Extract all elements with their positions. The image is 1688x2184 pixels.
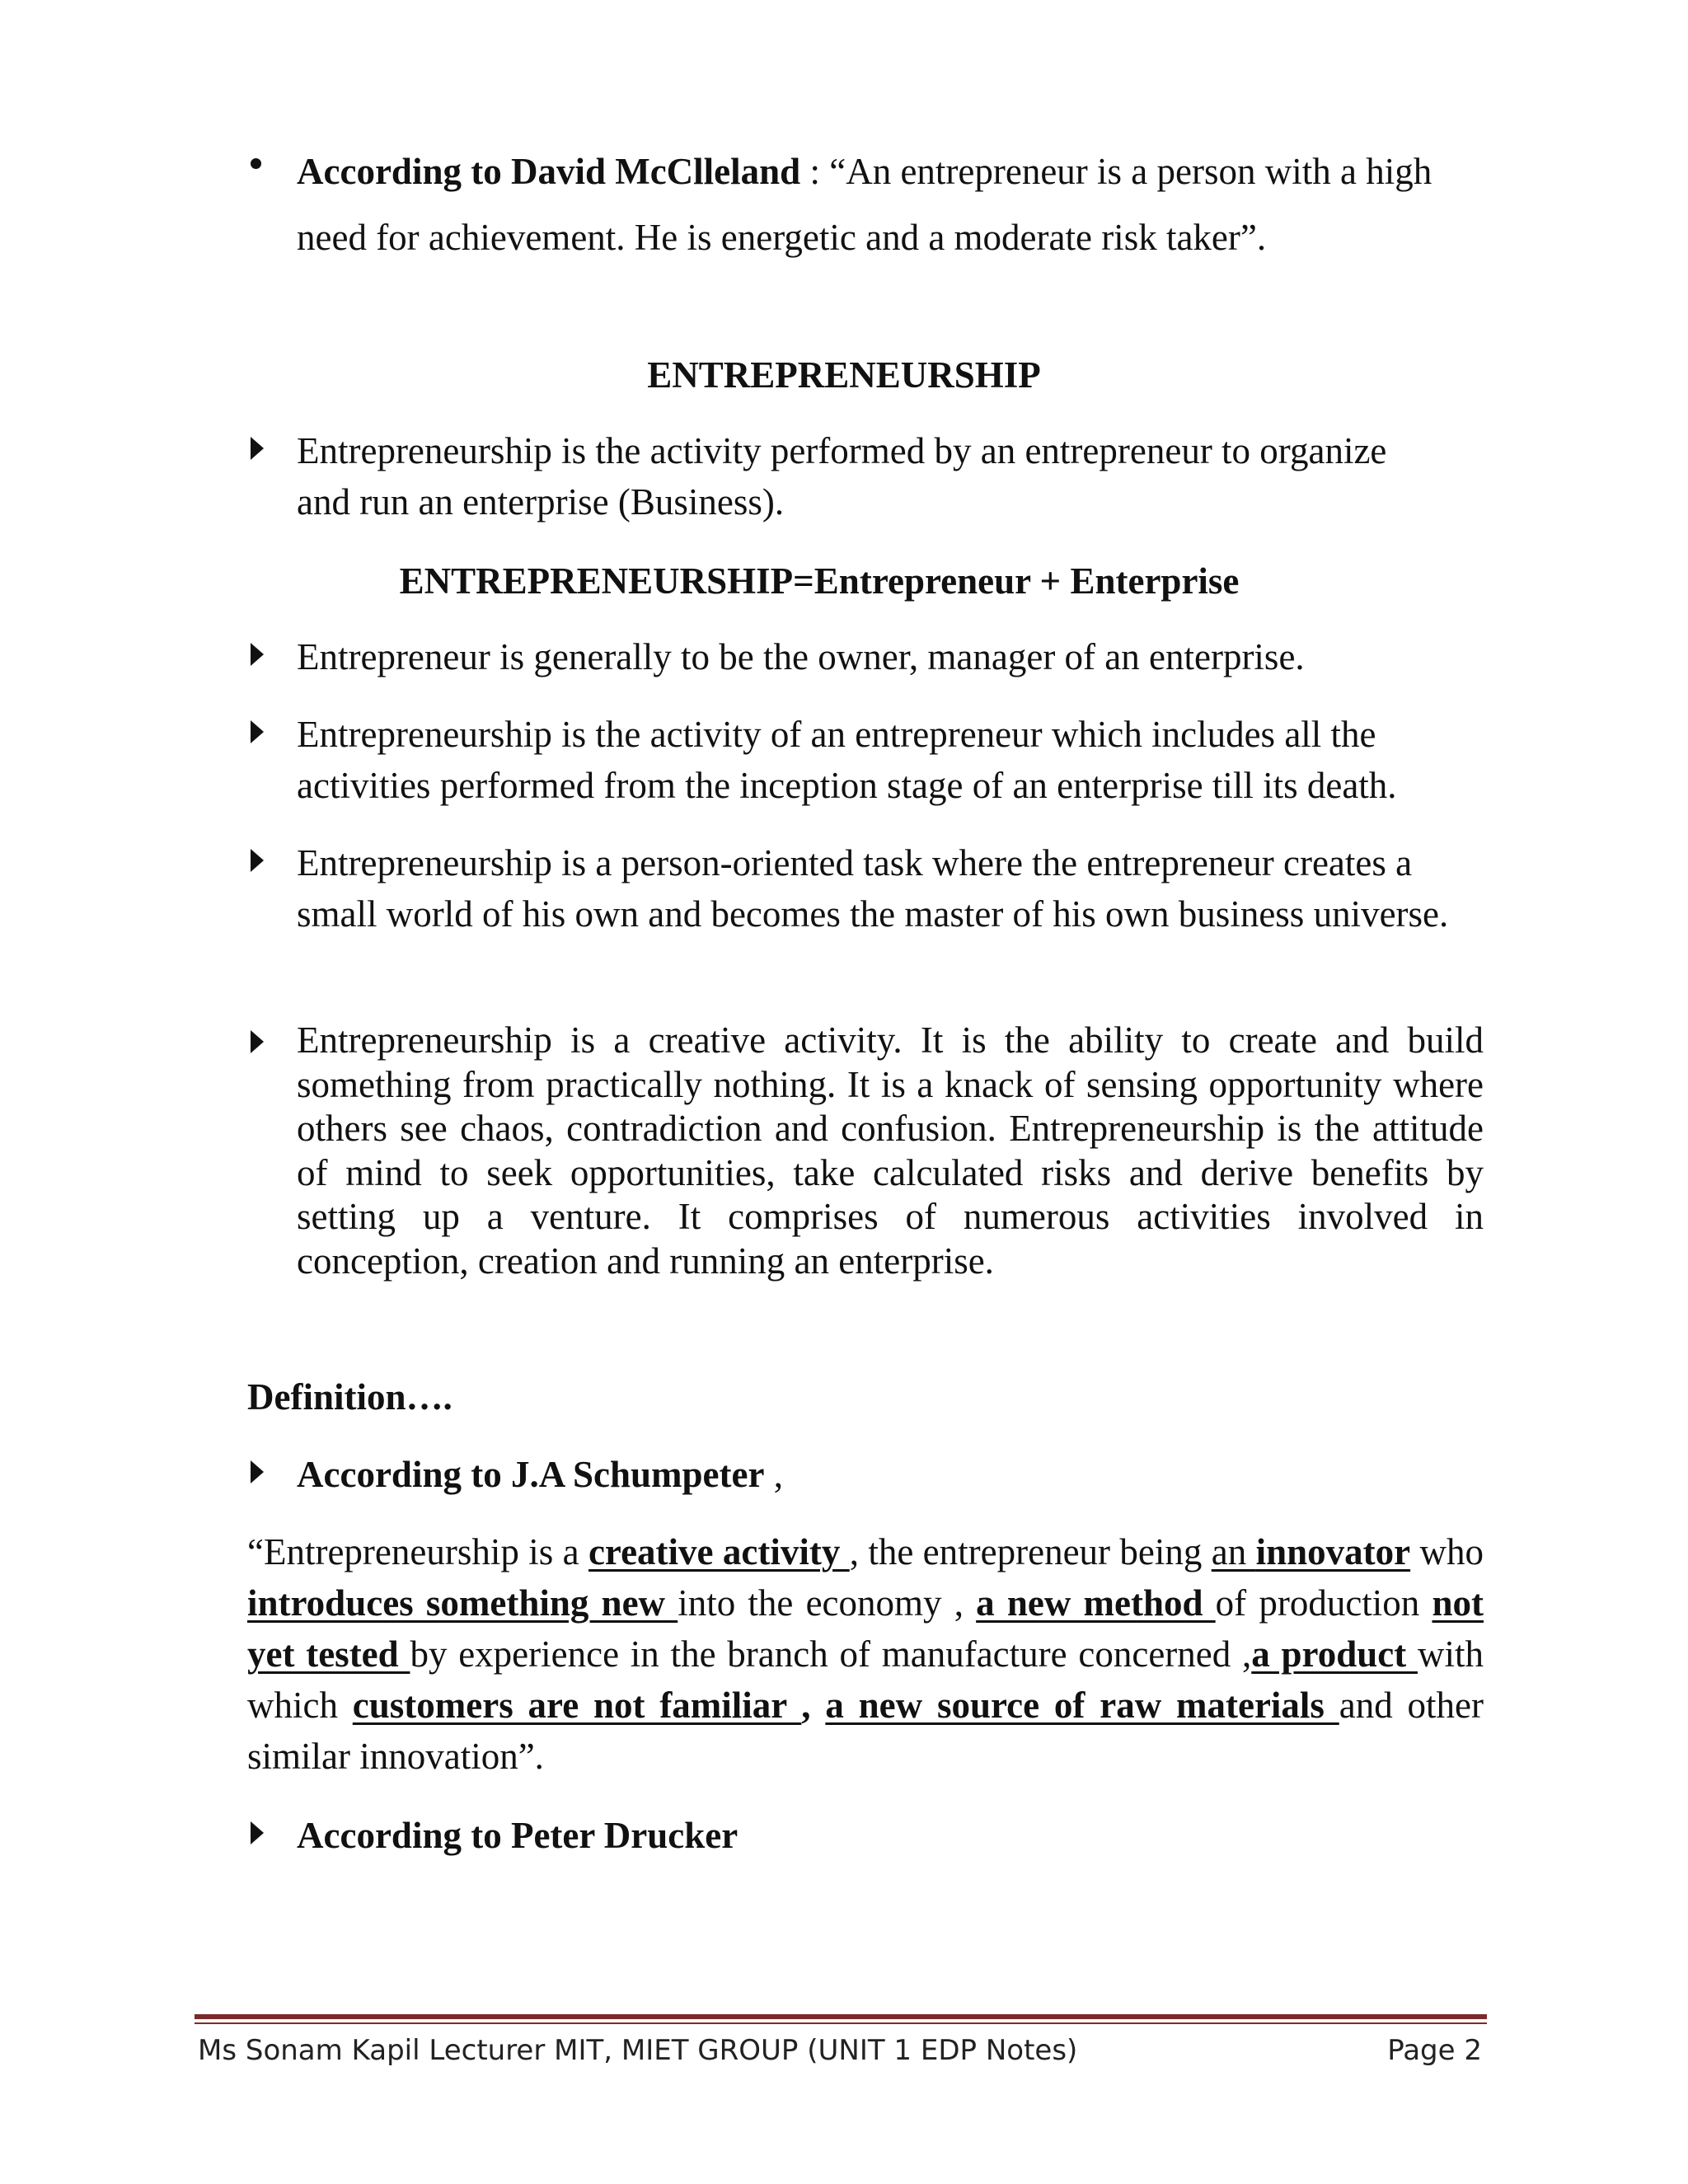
emphasis-creative-activity: creative activity bbox=[588, 1531, 850, 1572]
schumpeter-comma: , bbox=[764, 1454, 783, 1495]
emphasis-a-product: a product bbox=[1251, 1633, 1418, 1675]
point-text: Entrepreneur is generally to be the owner, manager of an enterprise. bbox=[297, 636, 1305, 677]
emphasis-new-source-raw-materials: a new source of raw materials bbox=[825, 1685, 1339, 1726]
quote-segment: and other similar innovation”. bbox=[247, 1685, 1484, 1777]
quote-text-line2: need for achievement. He is energetic and a moderate risk taker”. bbox=[297, 217, 1267, 258]
emphasis-introduces-something-new: introduces something new bbox=[247, 1582, 678, 1624]
quote-segment: who bbox=[1410, 1531, 1484, 1572]
triangle-bullet-icon bbox=[247, 1810, 288, 1849]
quote-text-line1: : “An entrepreneur is a person with a high bbox=[800, 151, 1432, 192]
quote-segment: , the entrepreneur being bbox=[849, 1531, 1212, 1572]
quote-segment: , bbox=[801, 1685, 826, 1726]
drucker-heading: According to Peter Drucker bbox=[297, 1815, 738, 1856]
point-text: Entrepreneurship is the activity of an entrepreneur which includes all the activities performed from the inception stage of an enterprise till its death. bbox=[297, 714, 1397, 806]
point-line2: and run an enterprise (Business). bbox=[297, 481, 785, 523]
page-number: Page 2 bbox=[1387, 2034, 1482, 2067]
footer-divider-thin bbox=[195, 2022, 1487, 2024]
schumpeter-quote bbox=[247, 1526, 1484, 1782]
definition-block bbox=[247, 1371, 1484, 1422]
quote-segment: into the economy , bbox=[678, 1582, 977, 1624]
point-text: Entrepreneurship is a person-oriented task where the entrepreneur creates a small world of his own and becomes the master of his own business universe. bbox=[297, 842, 1449, 935]
footer-left-text: Ms Sonam Kapil Lecturer MIT, MIET GROUP (UNIT 1 EDP Notes) bbox=[198, 2034, 1078, 2067]
emphasis-innovator: innovator bbox=[1255, 1531, 1411, 1572]
emphasis-not-yet-tested: not yet tested bbox=[247, 1582, 1484, 1675]
quote-author: According to David McClleland bbox=[297, 151, 801, 192]
quote-segment: by experience in the branch of manufacture concerned , bbox=[410, 1633, 1252, 1675]
triangle-bullet-icon bbox=[247, 425, 288, 464]
quote-segment: of production bbox=[1215, 1582, 1432, 1624]
formula-heading: ENTREPRENEURSHIP=Entrepreneur + Enterprise bbox=[399, 560, 1240, 602]
emphasis-customers-not-familiar: customers are not familiar bbox=[352, 1685, 802, 1726]
schumpeter-heading: According to J.A Schumpeter bbox=[297, 1454, 765, 1495]
footer-divider bbox=[195, 2014, 1487, 2019]
point-text: Entrepreneurship is a creative activity. It is the ability to create and build something from practically nothing. It is a knack of sensing opportunity where others see chaos, contradiction and confusion. Entrepreneurship is the attitude of mind to seek opportunities, take calculated risks and derive benefits by setting up a venture. It comprises of numerous activities involved in conception, creation and running an enterprise. bbox=[297, 1019, 1484, 1282]
bullet-dot-icon bbox=[247, 138, 288, 173]
section-heading: ENTREPRENEURSHIP bbox=[647, 354, 1041, 396]
triangle-bullet-icon bbox=[247, 837, 288, 876]
quote-segment: with which bbox=[247, 1633, 1484, 1726]
triangle-bullet-icon bbox=[247, 1019, 288, 1057]
quote-segment: “Entrepreneurship is a bbox=[247, 1531, 588, 1572]
triangle-bullet-icon bbox=[247, 631, 288, 670]
triangle-bullet-icon bbox=[247, 1449, 288, 1488]
emphasis-new-method: a new method bbox=[976, 1582, 1216, 1624]
triangle-bullet-icon bbox=[247, 709, 288, 748]
emphasis-an: an bbox=[1211, 1531, 1256, 1572]
point-line1: Entrepreneurship is the activity performed by an entrepreneur to organize bbox=[297, 430, 1387, 471]
definition-heading: Definition…. bbox=[247, 1376, 452, 1418]
